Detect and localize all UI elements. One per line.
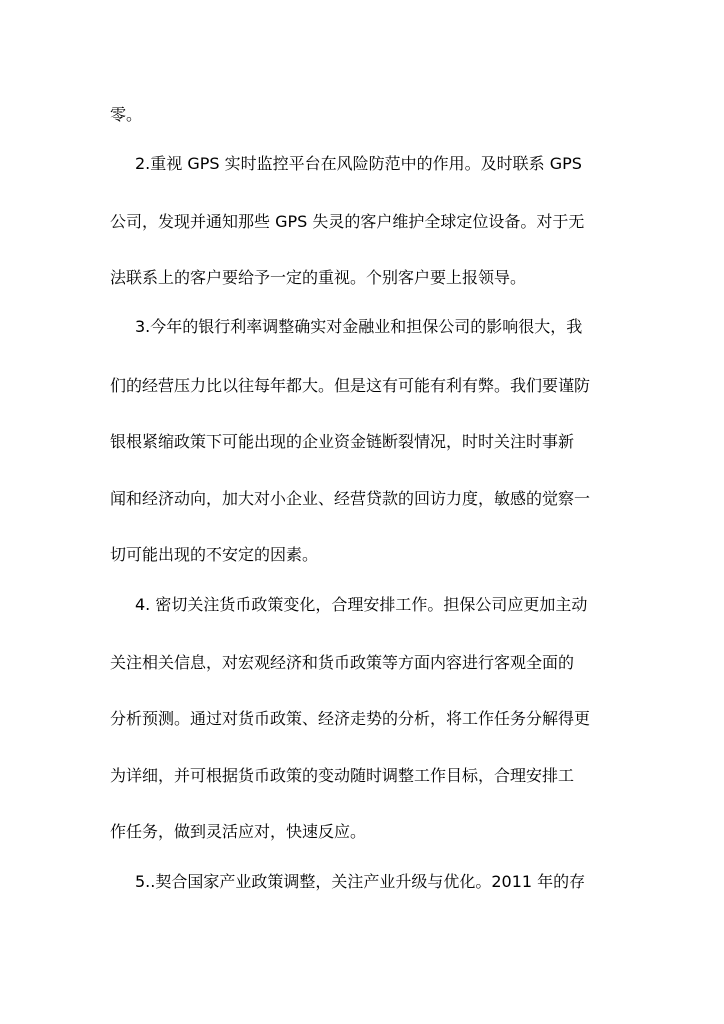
text-line-11: 关注相关信息，对宏观经济和货币政策等方面内容进行客观全面的 [110, 653, 575, 672]
text-line-15: 5..契合国家产业政策调整，关注产业升级与优化。2011 年的存 [135, 872, 586, 891]
text-line-4: 法联系上的客户要给予一定的重视。个别客户要上报领导。 [110, 268, 527, 287]
text-line-10: 4. 密切关注货币政策变化，合理安排工作。担保公司应更加主动 [135, 595, 588, 614]
text-line-7: 银根紧缩政策下可能出现的企业资金链断裂情况，时时关注时事新 [110, 432, 575, 451]
text-line-6: 们的经营压力比以往每年都大。但是这有可能有利有弊。我们要谨防 [110, 376, 591, 395]
text-line-2: 2.重视 GPS 实时监控平台在风险防范中的作用。及时联系 GPS [135, 154, 582, 173]
text-line-3: 公司，发现并通知那些 GPS 失灵的客户维护全球定位设备。对于无 [110, 212, 585, 231]
text-line-8: 闻和经济动向，加大对小企业、经营贷款的回访力度，敏感的觉察一 [110, 489, 591, 508]
text-line-13: 为详细，并可根据货币政策的变动随时调整工作目标，合理安排工 [110, 766, 575, 785]
text-line-14: 作任务，做到灵活应对，快速反应。 [110, 822, 367, 841]
text-line-5: 3.今年的银行利率调整确实对金融业和担保公司的影响很大，我 [135, 317, 583, 336]
text-line-1: 零。 [110, 105, 143, 124]
text-line-12: 分析预测。通过对货币政策、经济走势的分析，将工作任务分解得更 [110, 709, 591, 728]
text-line-9: 切可能出现的不安定的因素。 [110, 545, 319, 564]
